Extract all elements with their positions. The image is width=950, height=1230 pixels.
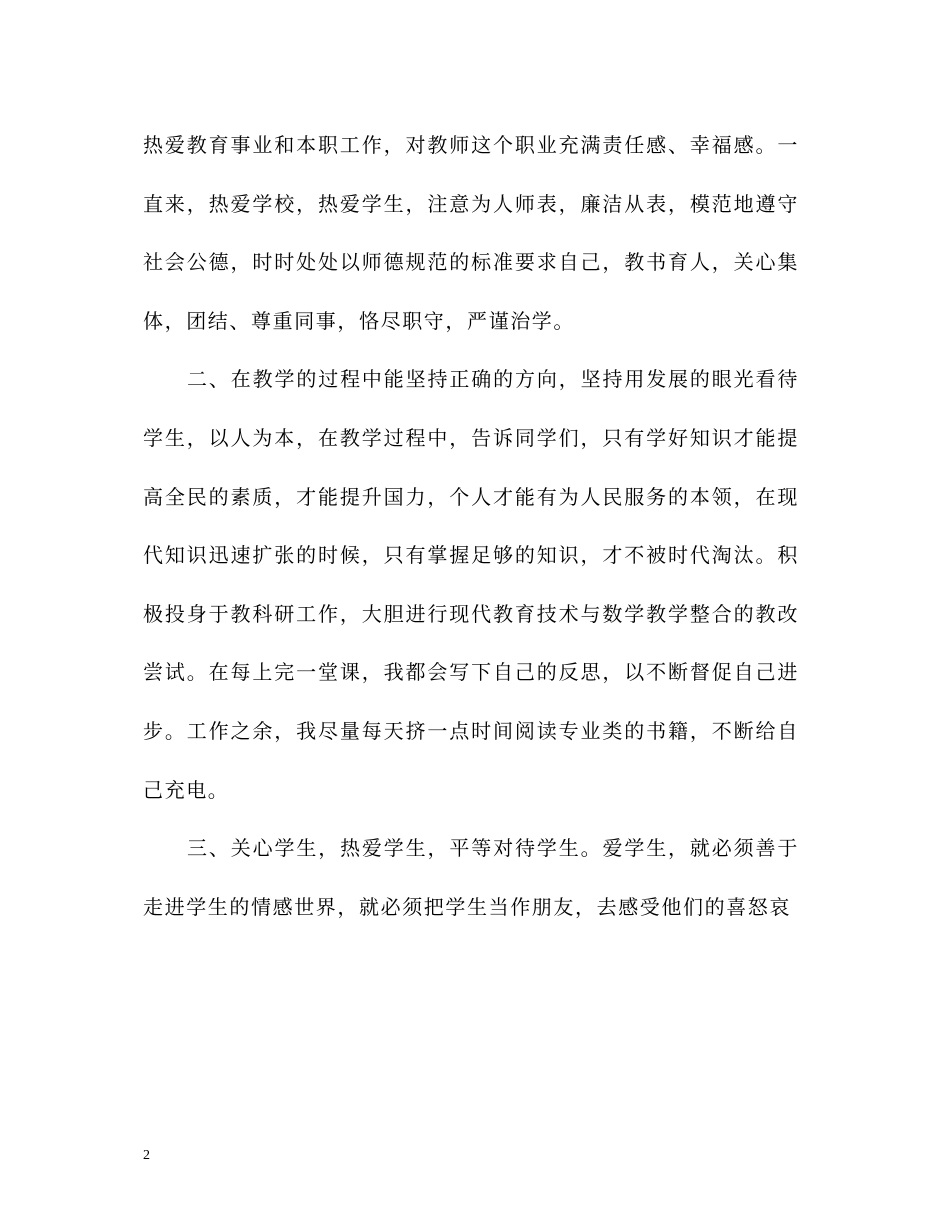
paragraph-2: 二、在教学的过程中能坚持正确的方向，坚持用发展的眼光看待学生，以人为本，在教学过程中，告诉同学们，只有学好知识才能提高全民的素质，才能提升国力，个人才能有为人民服务的本领，在现代知识迅速扩张的时候，只有掌握足够的知识，才不被时代淘汰。积极投身于教科研工作，大胆进行现代教育技术与数学教学整合的教改尝试。在每上完一堂课，我都会写下自己的反思，以不断督促自己进步。工作之余，我尽量每天挤一点时间阅读专业类的书籍，不断给自己充电。 [143,367,799,802]
paragraph-3: 三、关心学生，热爱学生，平等对待学生。爱学生，就必须善于走进学生的情感世界，就必须把学生当作朋友，去感受他们的喜怒哀 [143,836,799,919]
document-body [143,116,799,936]
page-number: 2 [143,1148,150,1163]
paragraph-1: 热爱教育事业和本职工作，对教师这个职业充满责任感、幸福感。一直来，热爱学校，热爱学生，注意为人师表，廉洁从表，模范地遵守社会公德，时时处处以师德规范的标准要求自己，教书育人，关心集体，团结、尊重同事，恪尽职守，严谨治学。 [143,133,799,333]
